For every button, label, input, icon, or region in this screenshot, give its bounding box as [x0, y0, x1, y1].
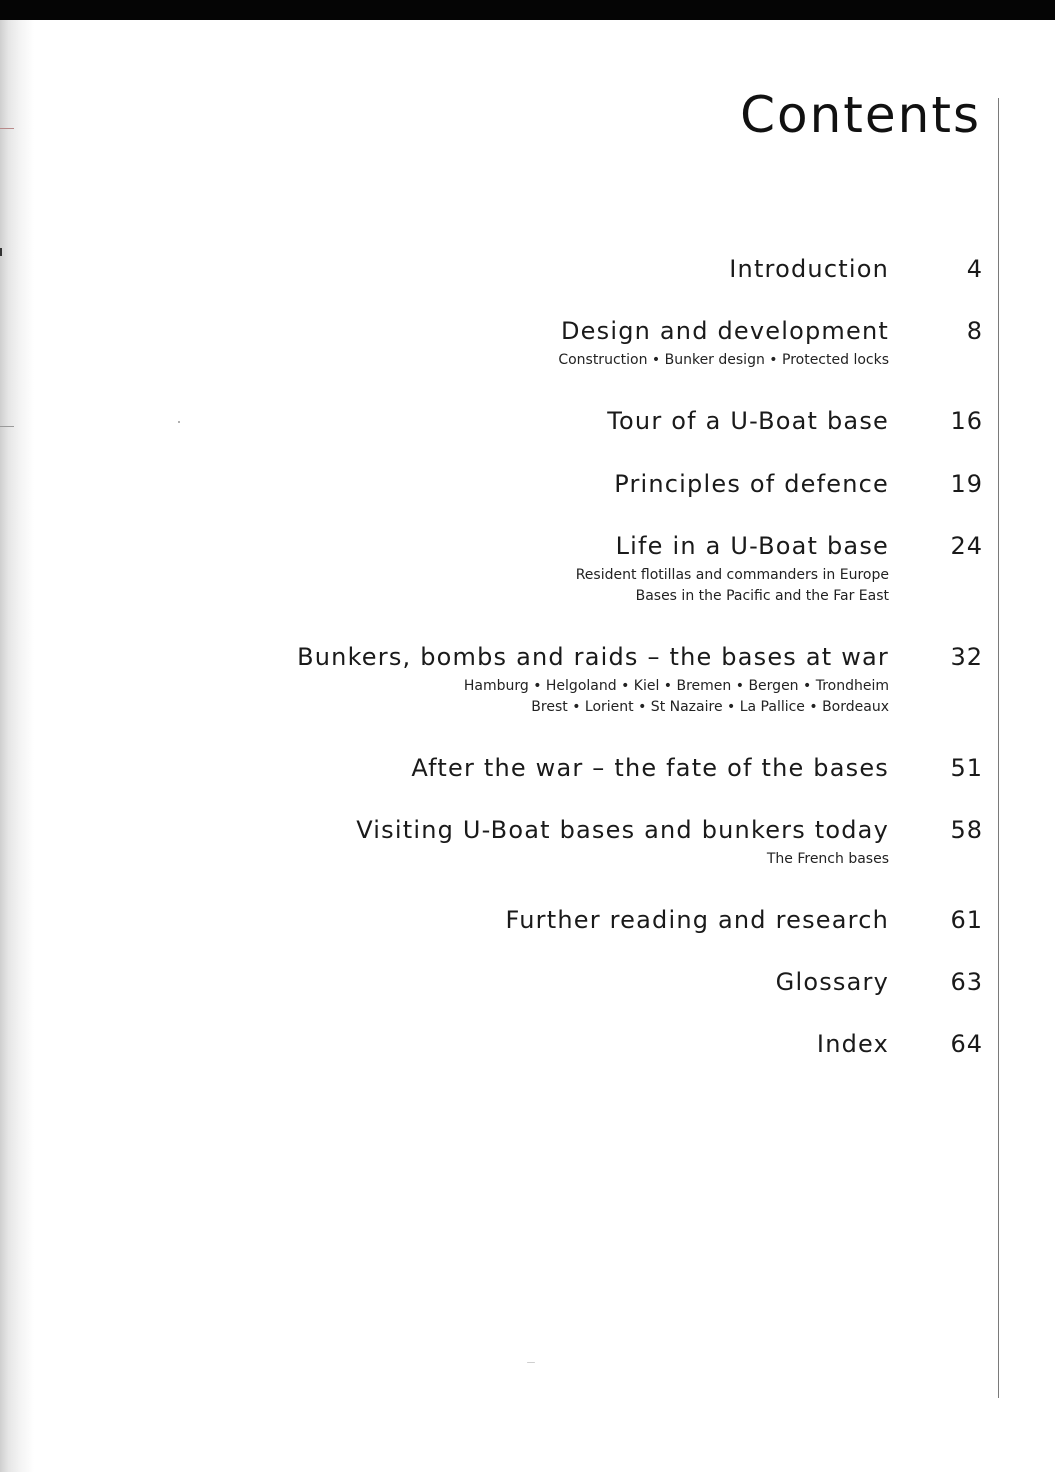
toc-entry-introduction[interactable]: [0, 254, 1055, 314]
toc-entry-title[interactable]: Index: [816, 1030, 889, 1058]
page-title: Contents: [740, 86, 981, 144]
toc-entry-index[interactable]: [0, 1029, 1055, 1089]
toc-entry-title[interactable]: Glossary: [775, 968, 889, 996]
toc-entry-page-number[interactable]: 19: [950, 470, 983, 498]
toc-entry-page-number[interactable]: 24: [950, 532, 983, 560]
toc-entry-page-number[interactable]: 51: [950, 754, 983, 782]
toc-entry-subtopics: Hamburg • Helgoland • Kiel • Bremen • Bergen • Trondheim: [463, 678, 889, 694]
toc-entry-after-the-war[interactable]: [0, 753, 1055, 813]
toc-entry-subtopics: Resident flotillas and commanders in Europe: [575, 567, 889, 583]
toc-entry-glossary[interactable]: [0, 967, 1055, 1027]
toc-entry-life-in-a-u-boat-base[interactable]: [0, 531, 1055, 604]
toc-entry-page-number[interactable]: 4: [966, 255, 983, 283]
toc-entry-title[interactable]: Design and development: [561, 317, 889, 345]
toc-entry-bunkers-bombs-and-raids[interactable]: [0, 642, 1055, 715]
toc-entry-title[interactable]: After the war – the fate of the bases: [411, 754, 889, 782]
toc-entry-page-number[interactable]: 64: [950, 1030, 983, 1058]
toc-entry-subtopics: The French bases: [766, 851, 889, 867]
toc-entry-title[interactable]: Life in a U-Boat base: [615, 532, 889, 560]
toc-entry-title[interactable]: Tour of a U-Boat base: [607, 407, 889, 435]
toc-entry-subtopics: Brest • Lorient • St Nazaire • La Pallice • Bordeaux: [531, 699, 889, 715]
toc-entry-design-and-development[interactable]: [0, 316, 1055, 376]
toc-entry-subtopics: Bases in the Pacific and the Far East: [635, 588, 889, 604]
toc-entry-tour-of-a-u-boat-base[interactable]: [0, 406, 1055, 466]
toc-entry-page-number[interactable]: 8: [966, 317, 983, 345]
toc-entry-page-number[interactable]: 16: [950, 407, 983, 435]
toc-entry-title[interactable]: Bunkers, bombs and raids – the bases at war: [297, 643, 889, 671]
toc-entry-title[interactable]: Further reading and research: [505, 906, 889, 934]
toc-entry-page-number[interactable]: 32: [950, 643, 983, 671]
toc-entry-title[interactable]: Principles of defence: [614, 470, 889, 498]
toc-entry-page-number[interactable]: 58: [950, 816, 983, 844]
toc-entry-title[interactable]: Visiting U-Boat bases and bunkers today: [356, 816, 889, 844]
toc-entry-principles-of-defence[interactable]: [0, 469, 1055, 529]
toc-entry-title[interactable]: Introduction: [729, 255, 889, 283]
toc-entry-further-reading[interactable]: [0, 905, 1055, 965]
toc-entry-page-number[interactable]: 63: [950, 968, 983, 996]
toc-entry-subtopics: Construction • Bunker design • Protected locks: [558, 352, 889, 368]
toc-entry-visiting-u-boat-bases[interactable]: [0, 815, 1055, 875]
toc-entry-page-number[interactable]: 61: [950, 906, 983, 934]
